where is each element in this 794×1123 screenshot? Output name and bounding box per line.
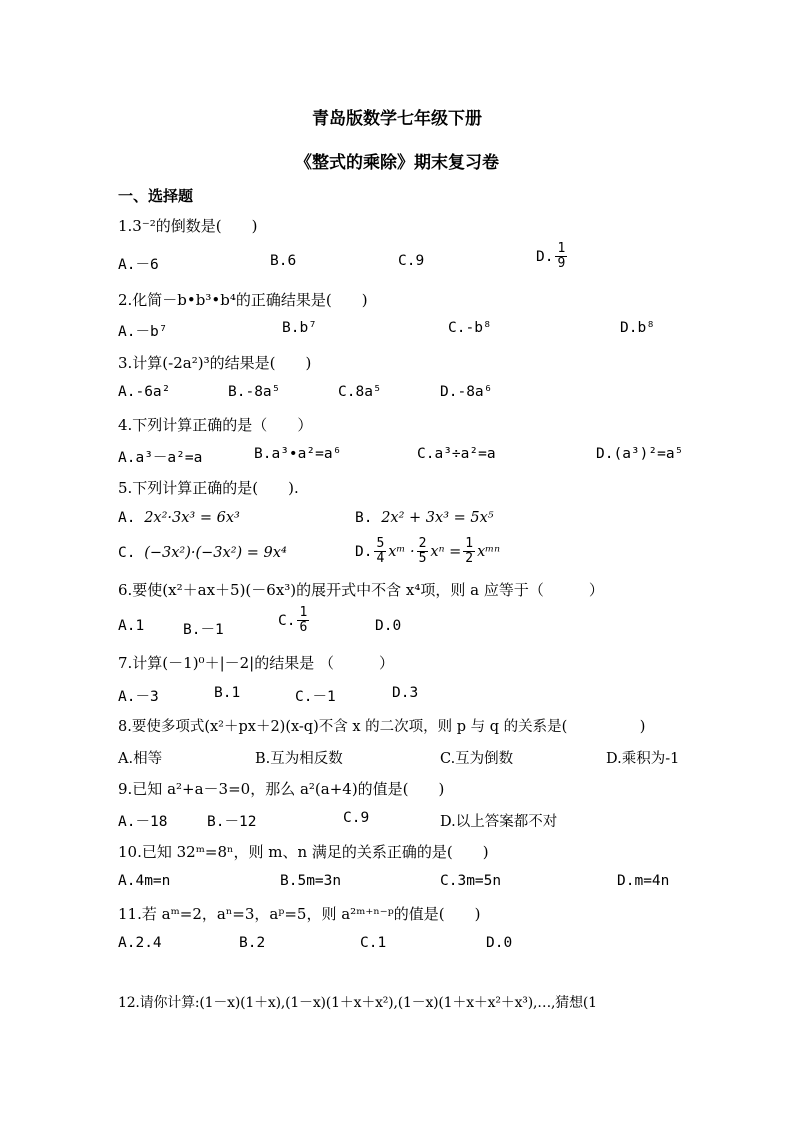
- q1-option-d-fraction: [555, 242, 567, 271]
- fraction-denominator: 9: [557, 256, 566, 271]
- q10-option-b: B.5m=3n: [280, 873, 342, 889]
- q9-option-c: C.9: [343, 810, 370, 826]
- q4-option-c: C.a³÷a²=a: [417, 446, 496, 462]
- q5-option-d-fraction-2: [417, 537, 429, 566]
- q4-option-b: B.a³•a²=a⁶: [254, 446, 342, 462]
- q8-option-a: A.相等: [118, 751, 163, 767]
- q11-option-a: A.2.4: [118, 935, 162, 951]
- q5-option-a-expression: 2x²·3x³ = 6x³: [144, 510, 240, 526]
- q5-option-a: [118, 510, 240, 526]
- question-11-stem: 11.若 aᵐ=2，aⁿ=3，aᵖ=5，则 a²ᵐ⁺ⁿ⁻ᵖ的值是( ): [118, 905, 481, 923]
- q5-option-d-label: D.: [355, 543, 373, 560]
- q11-option-c: C.1: [360, 935, 387, 951]
- q3-option-d: D.-8a⁶: [440, 384, 493, 400]
- q2-option-b: B.b⁷: [282, 320, 317, 336]
- question-6-stem: 6.要使(x²＋ax＋5)(－6x³)的展开式中不含 x⁴项，则 a 应等于（ ）: [118, 581, 604, 599]
- fraction-denominator: 4: [376, 551, 385, 566]
- q6-option-d: D.0: [375, 618, 402, 634]
- q7-option-b: B.1: [214, 685, 241, 701]
- q5-option-d-term-2: xⁿ =: [430, 543, 462, 560]
- q7-option-a: A.－3: [118, 689, 159, 705]
- q3-option-b: B.-8a⁵: [228, 384, 281, 400]
- q3-option-a: A.-6a²: [118, 384, 171, 400]
- fraction-numerator: 2: [418, 536, 427, 551]
- q5-option-b: [355, 510, 494, 526]
- question-7-stem: 7.计算(－1)⁰＋|－2|的结果是 （ ）: [118, 654, 394, 672]
- q6-option-c: [278, 606, 311, 635]
- q8-option-d: D.乘积为-1: [606, 751, 680, 767]
- fraction-denominator: 5: [418, 551, 427, 566]
- fraction-numerator: 1: [465, 536, 474, 551]
- q4-option-d: D.(a³)²=a⁵: [596, 446, 684, 462]
- q5-option-d-fraction-3: [463, 537, 475, 566]
- question-2-stem: 2.化简－b•b³•b⁴的正确结果是( ): [118, 291, 368, 309]
- q6-option-c-label: C.: [278, 612, 296, 629]
- document-subtitle: 《整式的乘除》期末复习卷: [295, 153, 499, 173]
- q5-option-d-fraction-1: [374, 537, 386, 566]
- question-3-stem: 3.计算(-2a²)³的结果是( ): [118, 354, 312, 372]
- q9-option-a: A.－18: [118, 814, 168, 830]
- q4-option-a: A.a³－a²=a: [118, 450, 203, 466]
- question-9-stem: 9.已知 a²+a－3=0，那么 a²(a+4)的值是( ): [118, 780, 445, 798]
- q6-option-a: A.1: [118, 618, 145, 634]
- q7-option-d: D.3: [392, 685, 419, 701]
- question-5-stem: 5.下列计算正确的是( ).: [118, 479, 299, 497]
- q5-option-b-label: B.: [355, 510, 373, 526]
- fraction-numerator: 1: [557, 241, 566, 256]
- q5-option-c-label: C.: [118, 545, 136, 561]
- question-12-stem: 12.请你计算:(1－x)(1＋x),(1－x)(1＋x＋x²),(1－x)(1＋x＋x²＋x³),…,猜想(1: [118, 995, 597, 1011]
- question-1-stem: 1.3⁻²的倒数是( ): [118, 217, 258, 235]
- fraction-numerator: 1: [299, 605, 308, 620]
- fraction-numerator: 5: [376, 536, 385, 551]
- section-heading: 一、选择题: [118, 187, 194, 205]
- q8-option-c: C.互为倒数: [440, 751, 514, 767]
- document-title: 青岛版数学七年级下册: [312, 109, 482, 129]
- q6-option-c-fraction: [297, 606, 309, 635]
- q5-option-c: [118, 545, 287, 561]
- q1-option-c: C.9: [398, 253, 425, 269]
- question-10-stem: 10.已知 32ᵐ=8ⁿ，则 m、n 满足的关系正确的是( ): [118, 843, 489, 861]
- q11-option-b: B.2: [239, 935, 266, 951]
- q5-option-b-expression: 2x² + 3x³ = 5x⁵: [381, 510, 494, 526]
- q3-option-c: C.8a⁵: [338, 384, 382, 400]
- q9-option-d: D.以上答案都不对: [440, 814, 558, 830]
- q9-option-b: B.－12: [207, 814, 257, 830]
- q10-option-d: D.m=4n: [617, 873, 670, 889]
- q2-option-a: A.－b⁷: [118, 324, 168, 340]
- fraction-denominator: 6: [299, 620, 308, 635]
- question-4-stem: 4.下列计算正确的是（ ）: [118, 416, 313, 434]
- q5-option-a-label: A.: [118, 510, 136, 526]
- q2-option-c: C.-b⁸: [448, 320, 492, 336]
- q10-option-c: C.3m=5n: [440, 873, 502, 889]
- q5-option-c-expression: (−3x²)·(−3x²) = 9x⁴: [144, 545, 287, 561]
- q6-option-b: B.－1: [183, 622, 224, 638]
- question-8-stem: 8.要使多项式(x²＋px＋2)(x-q)不含 x 的二次项，则 p 与 q 的关系是( ): [118, 719, 646, 735]
- q10-option-a: A.4m=n: [118, 873, 171, 889]
- q7-option-c: C.－1: [295, 689, 336, 705]
- q8-option-b: B.互为相反数: [255, 751, 343, 767]
- q11-option-d: D.0: [486, 935, 513, 951]
- q5-option-d-term-3: xᵐⁿ: [477, 543, 501, 560]
- q1-option-a: A.－6: [118, 257, 159, 273]
- q5-option-d: [355, 537, 500, 566]
- q1-option-b: B.6: [270, 253, 297, 269]
- q5-option-d-term-1: xᵐ ·: [388, 543, 415, 560]
- fraction-denominator: 2: [465, 551, 474, 566]
- q2-option-d: D.b⁸: [620, 320, 655, 336]
- q1-option-d: [536, 242, 569, 271]
- q1-option-d-label: D.: [536, 248, 554, 265]
